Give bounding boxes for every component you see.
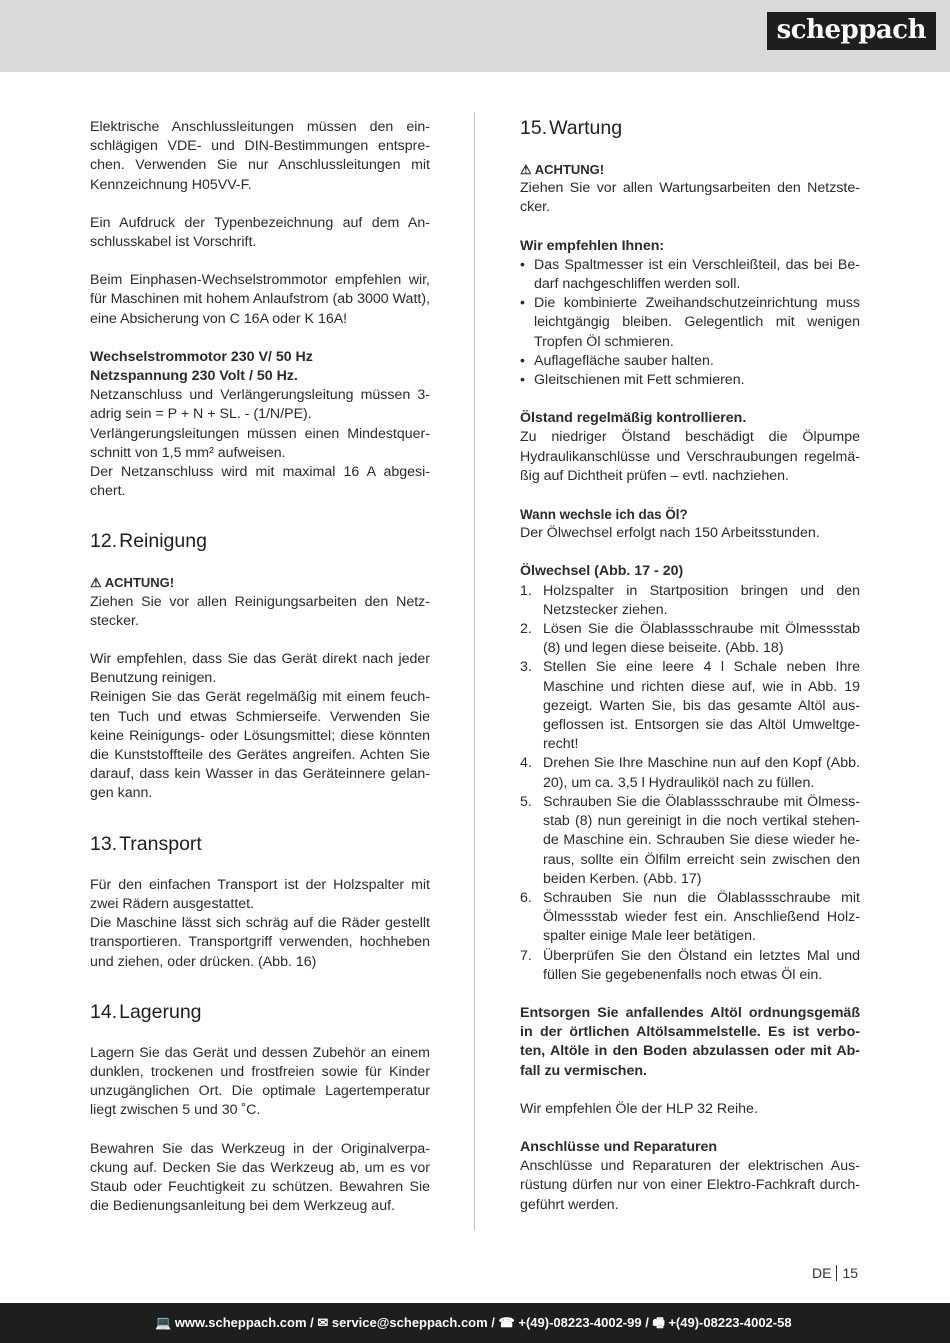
column-divider <box>474 112 475 1230</box>
section-title: Transport <box>119 832 202 855</box>
paragraph: Lagern Sie das Gerät und dessen Zubehör an einem dunklen, trockenen und frostfreien sowie für Kinder unzugänglichen Ort. Die optimale Lagertemperatur liegt zwischen 5 und 30 ˚C. <box>90 1044 430 1119</box>
list-item <box>520 889 860 947</box>
fax-icon: 🖷 <box>652 1315 665 1330</box>
section-number: 14. <box>90 1000 118 1023</box>
footer-contact <box>155 1303 792 1343</box>
motor-spec-text: Verlängerungsleitungen müssen einen Mindestquerschnitt von 1,5 mm² aufweisen. <box>90 425 430 461</box>
list-item-text: Holzspalter in Startposition bringen und den Netzstecker ziehen. <box>543 582 860 618</box>
warning-text: Ziehen Sie vor allen Wartungsarbeiten den Netzstecker. <box>520 180 860 216</box>
warning-block <box>90 573 430 631</box>
section-number: 13. <box>90 832 118 855</box>
step-number: 4. <box>520 755 532 772</box>
list-item-text: Auflagefläche sauber halten. <box>534 352 714 369</box>
recommend-list <box>520 256 860 390</box>
language-code: DE <box>812 1265 832 1281</box>
list-item-text: Das Spaltmesser ist ein Verschleißteil, das bei Bedarf nachgeschliffen werden soll. <box>534 256 860 293</box>
list-item-text: Stellen Sie eine leere 4 l Schale neben Ihre Maschine und richten diese auf, wie in Abb. 19 gezeigt. Warten Sie, bis das gesamte Altöl ausgeflossen ist. Entsorgen sie das Altöl Umweltgerecht! <box>543 659 860 753</box>
left-column <box>90 118 430 1235</box>
recommend-heading: Wir empfehlen Ihnen: <box>520 237 665 254</box>
list-item-text: Überprüfen Sie den Ölstand ein letztes Mal und füllen Sie gegebenenfalls noch etwas Öl ein. <box>543 947 860 983</box>
paragraph: Bewahren Sie das Werkzeug in der Originalverpackung auf. Decken Sie das Werkzeug ab, um es vor Staub oder Feuchtigkeit zu schützen. Bewahren Sie die Bedienungsanleitung bei dem Werkzeug auf. <box>90 1140 430 1215</box>
oil-change-heading: Ölwechsel (Abb. 17 - 20) <box>520 563 684 580</box>
page-number <box>812 1265 858 1281</box>
section-title: Reinigung <box>119 530 207 553</box>
step-number: 2. <box>520 621 532 638</box>
paragraph: Ein Aufdruck der Typenbezeichnung auf dem Anschlusskabel ist Vorschrift. <box>90 214 430 251</box>
text-line: Für den einfachen Transport ist der Holzspalter mit zwei Rädern ausgestattet. <box>90 876 430 912</box>
bullet: • <box>520 256 525 273</box>
oil-level-heading: Ölstand regelmäßig kontrollieren. <box>520 410 747 427</box>
paragraph: Elektrische Anschlussleitungen müssen den einschlägigen VDE- und DIN-Bestimmungen entsprechen. Verwenden Sie nur Anschlussleitungen mit Kennzeichnung H05VV-F. <box>90 119 430 193</box>
paragraph <box>90 876 430 972</box>
list-item <box>520 582 860 620</box>
motor-spec-heading: Wechselstrommotor 230 V/ 50 Hz <box>90 348 313 365</box>
warning-block <box>520 160 860 218</box>
section-heading-reinigung <box>90 529 430 553</box>
section-number: 15. <box>520 117 548 139</box>
oil-recommendation: Wir empfehlen Öle der HLP 32 Reihe. <box>520 1100 758 1117</box>
step-number: 6. <box>520 889 532 906</box>
page-footer <box>0 1303 950 1343</box>
motor-spec-text: Der Netzanschluss wird mit maximal 16 A abgesichert. <box>90 464 430 500</box>
step-number: 5. <box>520 793 532 810</box>
connections-text: Anschlüsse und Reparaturen der elektrischen Ausrüstung dürfen nur von einer Elektro-Fachkraft durchgeführt werden. <box>520 1158 860 1213</box>
list-item-text: Drehen Sie Ihre Maschine nun auf den Kopf (Abb. 20), um ca. 3,5 l Hydrauliköl nach zu füllen. <box>543 755 860 791</box>
section-title: Wartung <box>549 117 623 139</box>
bullet: • <box>520 352 525 369</box>
list-item <box>520 620 860 658</box>
paragraph <box>90 650 430 804</box>
paragraph: Beim Einphasen-Wechselstrommotor empfehlen wir, für Maschinen mit hohem Anlaufstrom (ab 3000 Watt), eine Absicherung von C 16A oder K 16A! <box>90 272 430 327</box>
website-link[interactable]: www.scheppach.com / <box>174 1315 314 1330</box>
fax-number: +(49)-08223-4002-58 <box>668 1315 792 1330</box>
list-item-text: Schrauben Sie nun die Ölablassschraube mit Ölmessstab wieder fest ein. Anschließend Holzspalter einige Male leer betätigen. <box>543 889 860 945</box>
oil-level-text: Zu niedriger Ölstand beschädigt die Ölpumpe Hydraulikanschlüsse und Verschraubungen regelmäßig auf Dichtheit prüfen – evtl. nachziehen. <box>520 429 860 484</box>
oil-interval-text: Der Ölwechsel erfolgt nach 150 Arbeitsstunden. <box>520 525 820 542</box>
text-line: Reinigen Sie das Gerät regelmäßig mit einem feuchten Tuch und etwas Schmierseife. Verwenden Sie keine Reinigungs- oder Lösungsmittel; diese könnten die Kunststoffteile des Gerätes angreifen. Achten Sie darauf, dass kein Wasser in das Geräteinnere gelangen kann. <box>90 689 430 802</box>
section-heading-wartung <box>520 116 860 140</box>
motor-spec-text: Netzanschluss und Verlängerungsleitung müssen 3-adrig sein = P + N + SL. - (1/N/PE). <box>90 387 430 423</box>
mail-icon: ✉ <box>317 1315 329 1330</box>
warning-text: Ziehen Sie vor allen Reinigungsarbeiten den Netzstecker. <box>90 593 430 629</box>
list-item <box>520 947 860 985</box>
oil-change-steps <box>520 582 860 985</box>
disposal-notice: Entsorgen Sie anfallendes Altöl ordnungsgemäß in der örtlichen Altölsammelstelle. Es ist verboten, Altöle in den Boden abzulassen oder mit Abfall zu vermischen. <box>520 1004 860 1079</box>
oil-change-interval <box>520 505 860 543</box>
warning-label: ⚠ ACHTUNG! <box>520 162 605 177</box>
list-item <box>520 352 860 371</box>
list-item <box>520 658 860 754</box>
computer-icon: 💻 <box>155 1315 172 1330</box>
connections-heading: Anschlüsse und Reparaturen <box>520 1138 718 1155</box>
brand-logo: scheppach <box>767 12 936 50</box>
list-item-text: Lösen Sie die Ölablassschraube mit Ölmessstab (8) und legen diese beiseite. (Abb. 18) <box>543 621 860 657</box>
motor-spec <box>90 348 430 502</box>
text-line: Wir empfehlen, dass Sie das Gerät direkt nach jeder Benutzung reinigen. <box>90 651 430 687</box>
section-title: Lagerung <box>119 1000 202 1023</box>
bullet: • <box>520 372 525 389</box>
section-heading-lagerung <box>90 1000 430 1024</box>
connections-block <box>520 1138 860 1215</box>
step-number: 7. <box>520 947 532 964</box>
step-number: 1. <box>520 582 532 599</box>
phone-number: +(49)-08223-4002-99 / <box>518 1315 649 1330</box>
bullet: • <box>520 295 525 312</box>
list-item-text: Gleitschienen mit Fett schmieren. <box>534 372 745 389</box>
email-link[interactable]: service@scheppach.com / <box>331 1315 495 1330</box>
list-item <box>520 754 860 792</box>
right-column <box>520 118 860 1234</box>
list-item <box>520 371 860 390</box>
list-item-text: Die kombinierte Zweihandschutzeinrichtung muss leichtgängig bleiben. Gelegentlich mit wenigen Tropfen Öl schmieren. <box>534 295 860 350</box>
list-item <box>520 294 860 352</box>
oil-interval-heading: Wann wechsle ich das Öl? <box>520 507 688 523</box>
list-item-text: Schrauben Sie die Ölablassschraube mit Ölmessstab (8) nun gereinigt in die noch vertikal stehende Maschine ein. Schrauben Sie diese wieder heraus, sollte ein Ölfilm erreicht sein zwischen den beiden Kerben. (Abb. 17) <box>543 793 860 887</box>
motor-spec-heading: Netzspannung 230 Volt / 50 Hz. <box>90 368 298 385</box>
page-number-value: 15 <box>842 1265 859 1281</box>
text-line: Die Maschine lässt sich schräg auf die Räder gestellt transportieren. Transportgriff verwenden, hochheben und ziehen, oder drücken. (Abb. 16) <box>90 915 430 970</box>
warning-label: ⚠ ACHTUNG! <box>90 575 175 591</box>
page-header <box>0 0 950 72</box>
list-item <box>520 256 860 294</box>
oil-level-block <box>520 409 860 486</box>
phone-icon: ☎ <box>498 1315 515 1330</box>
section-number: 12. <box>90 530 118 553</box>
list-item <box>520 793 860 889</box>
page-number-separator <box>836 1265 837 1281</box>
section-heading-transport <box>90 832 430 856</box>
step-number: 3. <box>520 659 532 676</box>
